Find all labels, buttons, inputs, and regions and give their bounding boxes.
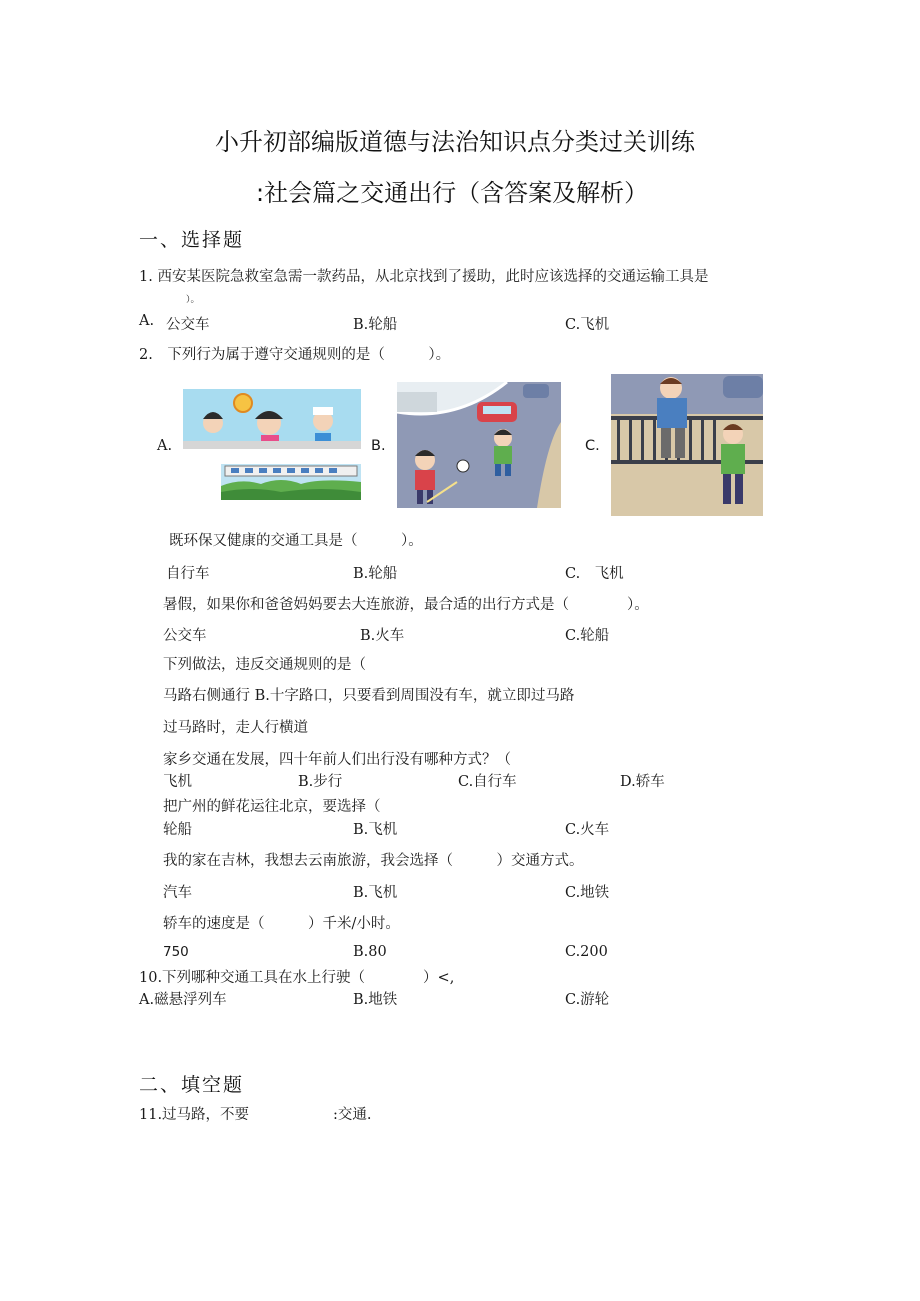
- question-1-stem: 1. 西安某医院急救室急需一款药品，从北京找到了援助，此时应该选择的交通运输工具是: [139, 269, 709, 285]
- illustration-climbing-railing: [611, 374, 763, 516]
- question-7-stem: 把广州的鲜花运往北京，要选择（: [163, 799, 381, 815]
- illustration-children-playing-on-road: [397, 382, 561, 508]
- question-3-option-b: B.轮船: [353, 566, 398, 582]
- question-10-option-b: B.地铁: [353, 992, 398, 1008]
- question-5-option-c: 过马路时，走人行横道: [163, 720, 308, 736]
- section-heading-fill-in: 二、填空题: [139, 1074, 245, 1096]
- question-2-option-c: C.: [585, 438, 600, 454]
- question-6-option-a: 飞机: [163, 774, 192, 790]
- question-4-option-b: B.火车: [360, 628, 405, 644]
- question-10-stem: 10.下列哪种交通工具在水上行驶（ ）<,: [139, 970, 455, 986]
- question-6-option-d: D.轿车: [620, 774, 665, 790]
- question-4-option-c: C.轮船: [565, 628, 610, 644]
- question-2-option-a: A.: [157, 438, 173, 454]
- question-6-option-b: B.步行: [298, 774, 343, 790]
- question-1-option-a-letter: A.: [139, 313, 155, 329]
- question-9-stem: 轿车的速度是（ ）千米/小时。: [163, 916, 400, 932]
- question-6-option-c: C.自行车: [458, 774, 517, 790]
- question-8-option-b: B.飞机: [353, 885, 398, 901]
- question-9-option-c: C.200: [565, 944, 608, 960]
- question-9-option-b: B.80: [353, 944, 387, 960]
- question-10-option-c: C.游轮: [565, 992, 610, 1008]
- section-heading-choice: 一、选择题: [139, 229, 245, 251]
- title-line-2: :社会篇之交通出行（含答案及解析）: [256, 179, 649, 207]
- question-4-option-a: 公交车: [163, 628, 207, 644]
- illustration-train: [221, 464, 361, 500]
- question-7-option-b: B.飞机: [353, 822, 398, 838]
- question-6-stem: 家乡交通在发展，四十年前人们出行没有哪种方式？（: [163, 752, 511, 768]
- question-10-option-a: A.磁悬浮列车: [139, 992, 227, 1008]
- question-3-stem: 既环保又健康的交通工具是（ ）。: [169, 533, 423, 549]
- question-2-stem: 2. 下列行为属于遵守交通规则的是（ ）。: [139, 347, 451, 363]
- question-1-option-b: B.轮船: [353, 317, 398, 333]
- question-11-stem: 11.过马路，不要: [139, 1107, 250, 1123]
- question-8-stem: 我的家在吉林，我想去云南旅游，我会选择（ ）交通方式。: [163, 853, 584, 869]
- question-1-option-c: C.飞机: [565, 317, 610, 333]
- question-3-option-c: C. 飞机: [565, 566, 624, 582]
- title-line-1: 小升初部编版道德与法治知识点分类过关训练: [215, 128, 695, 156]
- question-8-option-a: 汽车: [163, 885, 192, 901]
- illustration-children-platform: [183, 389, 361, 449]
- question-9-option-a: 750: [163, 944, 189, 960]
- question-8-option-c: C.地铁: [565, 885, 610, 901]
- question-7-option-a: 轮船: [163, 822, 192, 838]
- question-1-tail: ）。: [186, 295, 200, 305]
- question-5-stem: 下列做法，违反交通规则的是（: [163, 657, 366, 673]
- question-4-stem: 暑假，如果你和爸爸妈妈要去大连旅游，最合适的出行方式是（ ）。: [163, 597, 649, 613]
- question-3-option-a: 自行车: [166, 566, 210, 582]
- question-7-option-c: C.火车: [565, 822, 610, 838]
- question-2-option-b: B.: [371, 438, 386, 454]
- question-5-options-line: 马路右侧通行 B.十字路口，只要看到周围没有车，就立即过马路: [163, 688, 575, 704]
- question-11-tail: :交通.: [333, 1107, 372, 1123]
- question-1-option-a: 公交车: [166, 317, 210, 333]
